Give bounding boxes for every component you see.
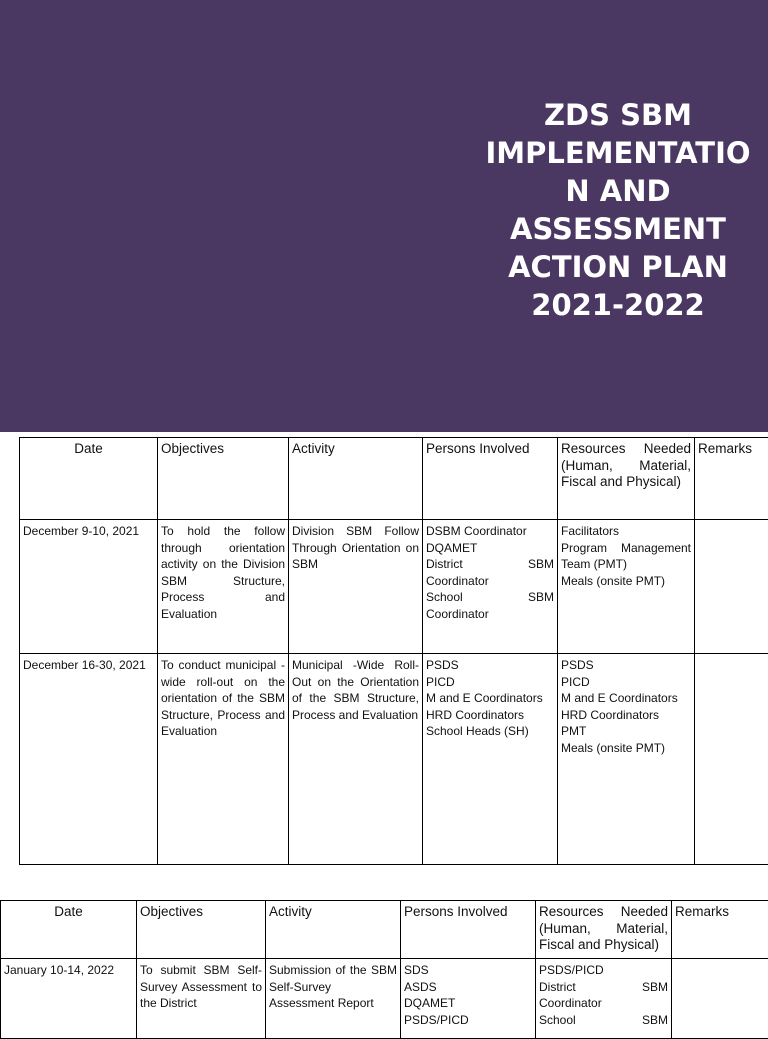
cell-line: PMT: [561, 723, 691, 740]
action-plan-table-1: [19, 437, 768, 865]
header-text: (Human,: [561, 458, 613, 475]
cell-line: PSDS/PICD: [539, 962, 668, 979]
table-header-row: [1, 901, 768, 959]
title-line: ASSESSMENT: [478, 210, 758, 248]
header-text: Resources: [561, 441, 626, 458]
cell-line: Coordinator: [426, 606, 554, 623]
cell-line: ASDS: [404, 979, 532, 996]
cell-objectives: To submit SBM Self-Survey Assessment to the District: [137, 959, 266, 1039]
cell-objectives: To conduct municipal - wide roll-out on the orientation of the SBM Structure, Process and Evaluation: [158, 654, 289, 865]
cell-activity: Division SBM Follow Through Orientation on SBM: [289, 520, 423, 654]
cell-line: Meals (onsite PMT): [561, 573, 691, 590]
title-line: ACTION PLAN: [478, 248, 758, 286]
header-resources-needed: [536, 901, 672, 959]
header-date: Date: [20, 438, 158, 520]
cell-line: SBM: [528, 556, 554, 573]
cell-date: December 16-30, 2021: [20, 654, 158, 865]
header-activity: Activity: [289, 438, 423, 520]
cell-activity: Municipal -Wide Roll-Out on the Orientation of the SBM Structure, Process and Evaluation: [289, 654, 423, 865]
cell-line: Program Management Team (PMT): [561, 540, 691, 573]
title-banner: [0, 0, 768, 432]
header-resources-needed: [558, 438, 695, 520]
header-date: Date: [1, 901, 137, 959]
cell-line: PICD: [561, 674, 691, 691]
cell-line: DQAMET: [426, 540, 554, 557]
header-text: Needed: [621, 904, 668, 921]
header-objectives: Objectives: [137, 901, 266, 959]
cell-line: PSDS: [426, 657, 554, 674]
cell-line: HRD Coordinators: [426, 707, 554, 724]
cell-remarks: [695, 520, 768, 654]
header-persons-involved: Persons Involved: [423, 438, 558, 520]
cell-line: DQAMET: [404, 995, 532, 1012]
cell-line: School Heads (SH): [426, 723, 554, 740]
cell-activity: Submission of the SBM Self-Survey Assessment Report: [266, 959, 401, 1039]
cell-objectives: To hold the follow through orientation activity on the Division SBM Structure, Process and Evaluation: [158, 520, 289, 654]
cell-remarks: [672, 959, 768, 1039]
header-remarks: Remarks: [695, 438, 768, 520]
header-text: Material,: [616, 921, 668, 938]
cell-line: Facilitators: [561, 523, 691, 540]
cell-persons-involved: [423, 520, 558, 654]
title-line: N AND: [478, 172, 758, 210]
cell-resources: [558, 654, 695, 865]
title-line: 2021-2022: [478, 286, 758, 324]
cell-persons-involved: [423, 654, 558, 865]
cell-line: SDS: [404, 962, 532, 979]
cell-line: PSDS: [561, 657, 691, 674]
cell-line: SBM: [642, 1012, 668, 1029]
header-text: Needed: [644, 441, 691, 458]
table-header-row: [20, 438, 768, 520]
header-objectives: Objectives: [158, 438, 289, 520]
cell-resources: [536, 959, 672, 1039]
cell-line: District: [426, 556, 463, 573]
cell-line: Meals (onsite PMT): [561, 740, 691, 757]
title-line: IMPLEMENTATIO: [478, 134, 758, 172]
header-text: Material,: [639, 458, 691, 475]
cell-line: Coordinator: [539, 995, 668, 1012]
header-text: Fiscal and Physical): [561, 474, 691, 491]
header-text: Resources: [539, 904, 604, 921]
cell-remarks: [695, 654, 768, 865]
cell-date: December 9-10, 2021: [20, 520, 158, 654]
cell-line: M and E Coordinators: [426, 690, 554, 707]
table-row: [20, 520, 768, 654]
header-text: (Human,: [539, 921, 591, 938]
cell-line: SBM: [528, 589, 554, 606]
cell-resources: [558, 520, 695, 654]
cell-persons-involved: [401, 959, 536, 1039]
cell-line: School: [539, 1012, 576, 1029]
cell-line: M and E Coordinators: [561, 690, 691, 707]
table-row: [1, 959, 768, 1039]
cell-date: January 10-14, 2022: [1, 959, 137, 1039]
header-remarks: Remarks: [672, 901, 768, 959]
header-text: Fiscal and Physical): [539, 937, 668, 954]
action-plan-table-2: [0, 900, 768, 1039]
cell-line: DSBM Coordinator: [426, 523, 554, 540]
header-activity: Activity: [266, 901, 401, 959]
document-title: [478, 96, 758, 324]
cell-line: SBM: [642, 979, 668, 996]
cell-line: District: [539, 979, 576, 996]
cell-line: School: [426, 589, 463, 606]
header-persons-involved: Persons Involved: [401, 901, 536, 959]
cell-line: PICD: [426, 674, 554, 691]
cell-line: Coordinator: [426, 573, 554, 590]
cell-line: HRD Coordinators: [561, 707, 691, 724]
title-line: ZDS SBM: [478, 96, 758, 134]
cell-line: PSDS/PICD: [404, 1012, 532, 1029]
table-row: [20, 654, 768, 865]
